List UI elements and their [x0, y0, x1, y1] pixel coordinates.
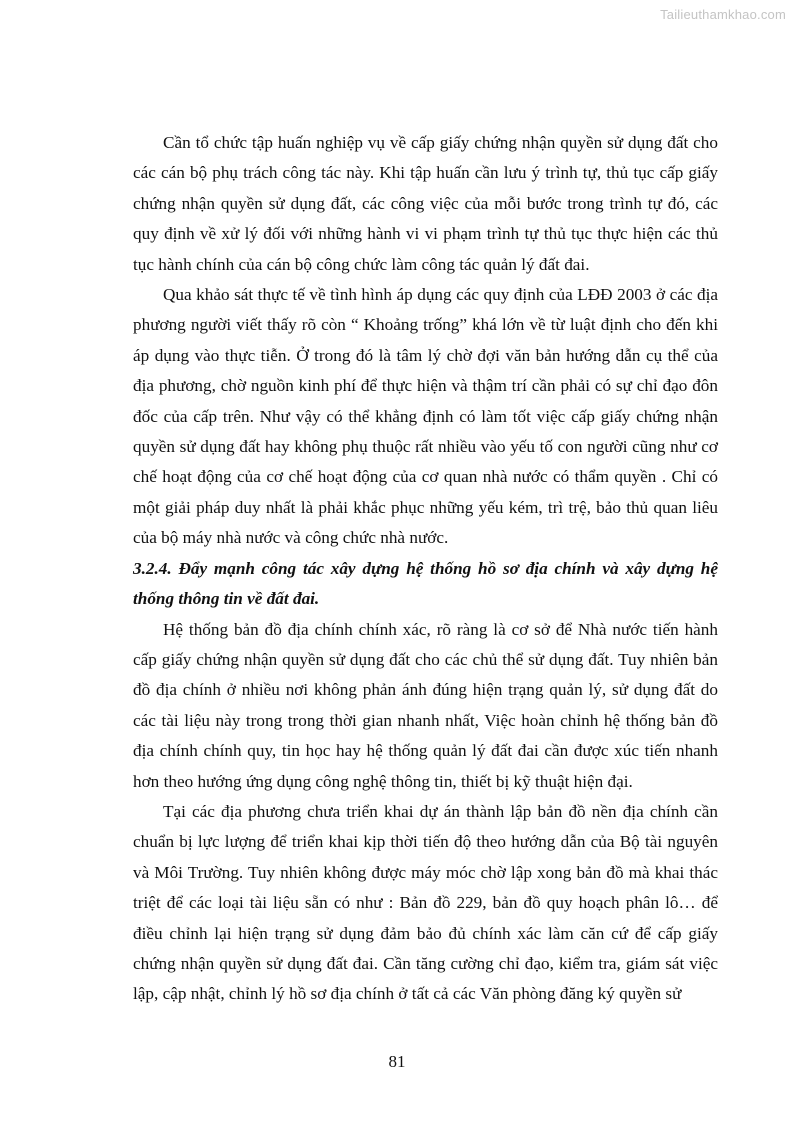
watermark: Tailieuthamkhao.com — [660, 7, 786, 22]
body-paragraph: Hệ thống bản đồ địa chính chính xác, rõ ràng là cơ sở để Nhà nước tiến hành cấp giấy chứng nhận quyền sử dụng đất cho các chủ thể sử dụng đất. Tuy nhiên bản đồ địa chính ở nhiều nơi không phản ánh đúng hiện trạng quản lý, sử dụng đất do các tài liệu này trong trong thời gian nhanh nhất, Việc hoàn chỉnh hệ thống bản đồ địa chính chính quy, tin học hay hệ thống quản lý đất đai cần được xúc tiến nhanh hơn theo hướng ứng dụng công nghệ thông tin, thiết bị kỹ thuật hiện đại. — [133, 619, 718, 791]
body-paragraph: Qua khảo sát thực tế về tình hình áp dụng các quy định của LĐĐ 2003 ở các địa phương người viết thấy rõ còn “ Khoảng trống” khá lớn về từ luật định cho đến khi áp dụng vào thực tiễn. Ở trong đó là tâm lý chờ đợi văn bản hướng dẫn cụ thể của địa phương, chờ nguồn kinh phí để thực hiện và thậm trí cần phải có sự chỉ đạo đôn đốc của cấp trên. Như vậy có thể khẳng định có làm tốt việc cấp giấy chứng nhận quyền sử dụng đất hay không phụ thuộc rất nhiều vào yếu tố con người cũng như cơ chế hoạt động của cơ chế hoạt động của cơ quan nhà nước có thẩm quyền . Chỉ có một giải pháp duy nhất là phải khắc phục những yếu kém, trì trệ, bảo thủ quan liêu của bộ máy nhà nước và công chức nhà nước. — [133, 285, 718, 548]
page-number: 81 — [388, 1052, 406, 1071]
document-body — [133, 128, 718, 1010]
section-heading: 3.2.4. Đẩy mạnh công tác xây dựng hệ thống hồ sơ địa chính và xây dựng hệ thống thông tin về đất đai. — [133, 558, 718, 609]
body-paragraph: Cần tổ chức tập huấn nghiệp vụ về cấp giấy chứng nhận quyền sử dụng đất cho các cán bộ phụ trách công tác này. Khi tập huấn cần lưu ý trình tự, thủ tục cấp giấy chứng nhận quyền sử dụng đất, các công việc của mỗi bước trong trình tự đó, các quy định về xử lý đối với những hành vi vi phạm trình tự thủ tục thực hiện các thủ tục hành chính của cán bộ công chức làm công tác quản lý đất đai. — [133, 133, 718, 274]
body-paragraph: Tại các địa phương chưa triển khai dự án thành lập bản đồ nền địa chính cần chuẩn bị lực lượng để triển khai kịp thời tiến độ theo hướng dẫn của Bộ tài nguyên và Môi Trường. Tuy nhiên không được máy móc chờ lập xong bản đồ mà khai thác triệt để các loại tài liệu sẵn có như : Bản đồ 229, bản đồ quy hoạch phân lô… để điều chỉnh lại hiện trạng sử dụng đảm bảo đủ chính xác làm căn cứ để cấp giấy chứng nhận quyền sử dụng đất đai. Cần tăng cường chỉ đạo, kiểm tra, giám sát việc lập, cập nhật, chỉnh lý hồ sơ địa chính ở tất cả các Văn phòng đăng ký quyền sử — [133, 801, 718, 1004]
